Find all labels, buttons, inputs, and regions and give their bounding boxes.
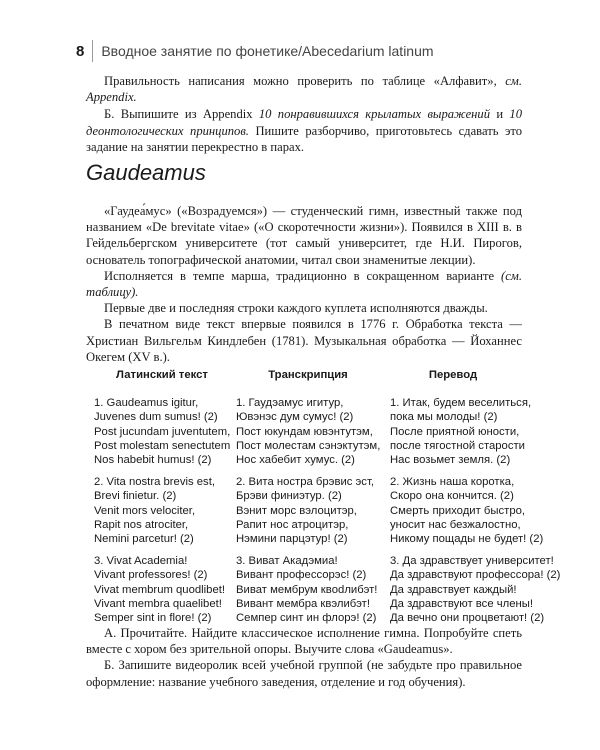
verse-line: Вэнит морс вэлоцитэр, (236, 504, 357, 517)
verse-line: 3. Vivat Academia! (94, 555, 188, 568)
verse-line: Rapit nos atrociter, (94, 518, 189, 531)
latin-verse-3 (92, 554, 232, 625)
verse-line: Нас возьмет земля. (2) (390, 454, 511, 467)
body-paragraph-3: Первые две и последняя строки каждого куплета исполняются дважды. (104, 301, 488, 316)
verse-line: Пост юкундам ювэнтутэм, (236, 425, 373, 438)
body-paragraph-2: Исполняется в темпе марша, традиционно в сокращенном варианте (см. таблицу). (86, 268, 522, 300)
verse-line: Никому пощады не будет! (2) (390, 533, 544, 546)
verse-line: Пост молестам сэнэктутэм, (236, 439, 381, 452)
verse-line: Brevi finietur. (2) (94, 490, 177, 503)
body-section (86, 203, 522, 365)
verse-line: Venit mors velociter, (94, 504, 196, 517)
verse-line: Нэмини парцэтур! (2) (236, 533, 348, 546)
verse-line: уносит нас безжалостно, (390, 518, 521, 531)
verse-line: 1. Гаудэамус игитур, (236, 397, 344, 410)
verse-line: Да здравствует каждый! (390, 583, 517, 596)
verse-line: Виват мембрум квodлибэт! (236, 583, 378, 596)
verse-line: Да вечно они процветают! (2) (390, 612, 545, 625)
assignment-paragraph-b: Б. Запишите видеоролик всей учебной группой (не забудьте про правильное оформление: название учебного заведения, отделение и год обучения). (86, 658, 522, 689)
table-row (92, 475, 544, 546)
translation-verse-2 (384, 475, 544, 546)
section-title: Gaudeamus (86, 160, 206, 185)
verse-line: Vivat membrum quodlibet! (94, 583, 226, 596)
column-header-translation: Перевод (428, 369, 478, 381)
column-header-transcription: Транскрипция (268, 369, 348, 381)
verse-line: 3. Да здравствует университет! (390, 555, 554, 568)
verse-line: Juvenes dum sumus! (2) (94, 411, 218, 424)
translation-verse-3 (384, 554, 561, 625)
verse-line: Рапит нос атроцитэр, (236, 518, 349, 531)
latin-verse-1 (92, 396, 232, 467)
intro-paragraph-1: Правильность написания можно проверить по таблице «Алфавит», см. Appendix. (86, 74, 522, 105)
transcription-verse-2 (232, 475, 384, 546)
assignment-section (86, 625, 522, 690)
assignment-paragraph-a: А. Прочитайте. Найдите классическое исполнение гимна. Попробуйте спеть вместе с хором без зрительной опоры. Выучите слова «Gaudeamus». (86, 626, 522, 657)
lyrics-table (92, 368, 561, 633)
transcription-verse-3 (232, 554, 384, 625)
table-row (92, 554, 561, 625)
verse-line: Semper sint in flore! (2) (94, 612, 212, 625)
verse-line: Скоро она кончится. (2) (390, 490, 514, 503)
intro-paragraph-2: Б. Выпишите из Appendix 10 понравившихся крылатых выражений и 10 деонтологических принципов. Пишите разборчиво, приготовьтесь сдавать это задание на занятии перекрестно в парах. (86, 107, 522, 154)
header-divider (92, 40, 93, 62)
verse-line: 3. Виват Акадэмиа! (236, 555, 338, 568)
body-paragraph-4: В печатном виде текст впервые появился в 1776 г. Обработка текста — Христиан Вильгельм Киндлебен (1781). Музыкальная обработка — Йоханнес Окегем (XV в.). (86, 317, 522, 364)
verse-line: Брэви финиэтур. (2) (236, 490, 342, 503)
verse-line: 2. Жизнь наша коротка, (390, 476, 515, 489)
verse-line: Да здравствуют все члены! (390, 597, 533, 610)
page-number: 8 (76, 42, 85, 60)
transcription-verse-1 (232, 396, 384, 467)
verse-line: Ювэнэс дум сумус! (2) (236, 411, 354, 424)
verse-line: Смерть приходит быстро, (390, 504, 526, 517)
latin-verse-2 (92, 475, 232, 546)
verse-line: 2. Vita nostra brevis est, (94, 476, 215, 489)
verse-line: Post jucundam juventutem, (94, 425, 231, 438)
running-title: Вводное занятие по фонетике/Abecedarium latinum (101, 43, 434, 59)
body-paragraph-1: «Гаудеа́мус» («Возрадуемся») — студенческий гимн, известный также под названием «De brevitate vitae» («О скоротечности жизни»). Появился в XIII в. в Гейдельбергском университете (тот самый университет, где Н.И. Пирогов, основатель топографической анатомии, читал свои знаменитые лекции). (86, 204, 522, 267)
intro-section (86, 73, 522, 155)
page-header (76, 40, 434, 62)
verse-line: Вивант профессорэс! (2) (236, 569, 367, 582)
table-row (92, 396, 532, 467)
column-header-latin: Латинский текст (116, 369, 208, 381)
verse-line: Nos habebit humus! (2) (94, 454, 212, 467)
verse-line: Да здравствуют профессора! (2) (390, 569, 561, 582)
verse-line: 1. Gaudeamus igitur, (94, 397, 199, 410)
verse-line: После приятной юности, (390, 425, 520, 438)
verse-line: Vivant membra quaelibet! (94, 597, 222, 610)
verse-line: Семпер синт ин флорэ! (2) (236, 612, 377, 625)
verse-line: Post molestam senectutem (94, 439, 231, 452)
table-header-row (92, 368, 522, 382)
verse-line: Vivant professores! (2) (94, 569, 208, 582)
verse-line: Nemini parcetur! (2) (94, 533, 194, 546)
verse-line: Нос хабебит хумус. (2) (236, 454, 355, 467)
verse-line: 2. Вита ностра брэвис эст, (236, 476, 375, 489)
translation-verse-1 (384, 396, 532, 467)
verse-line: пока мы молоды! (2) (390, 411, 498, 424)
verse-line: после тягостной старости (390, 439, 525, 452)
verse-line: Вивант мембра квэлибэт! (236, 597, 370, 610)
verse-line: 1. Итак, будем веселиться, (390, 397, 532, 410)
